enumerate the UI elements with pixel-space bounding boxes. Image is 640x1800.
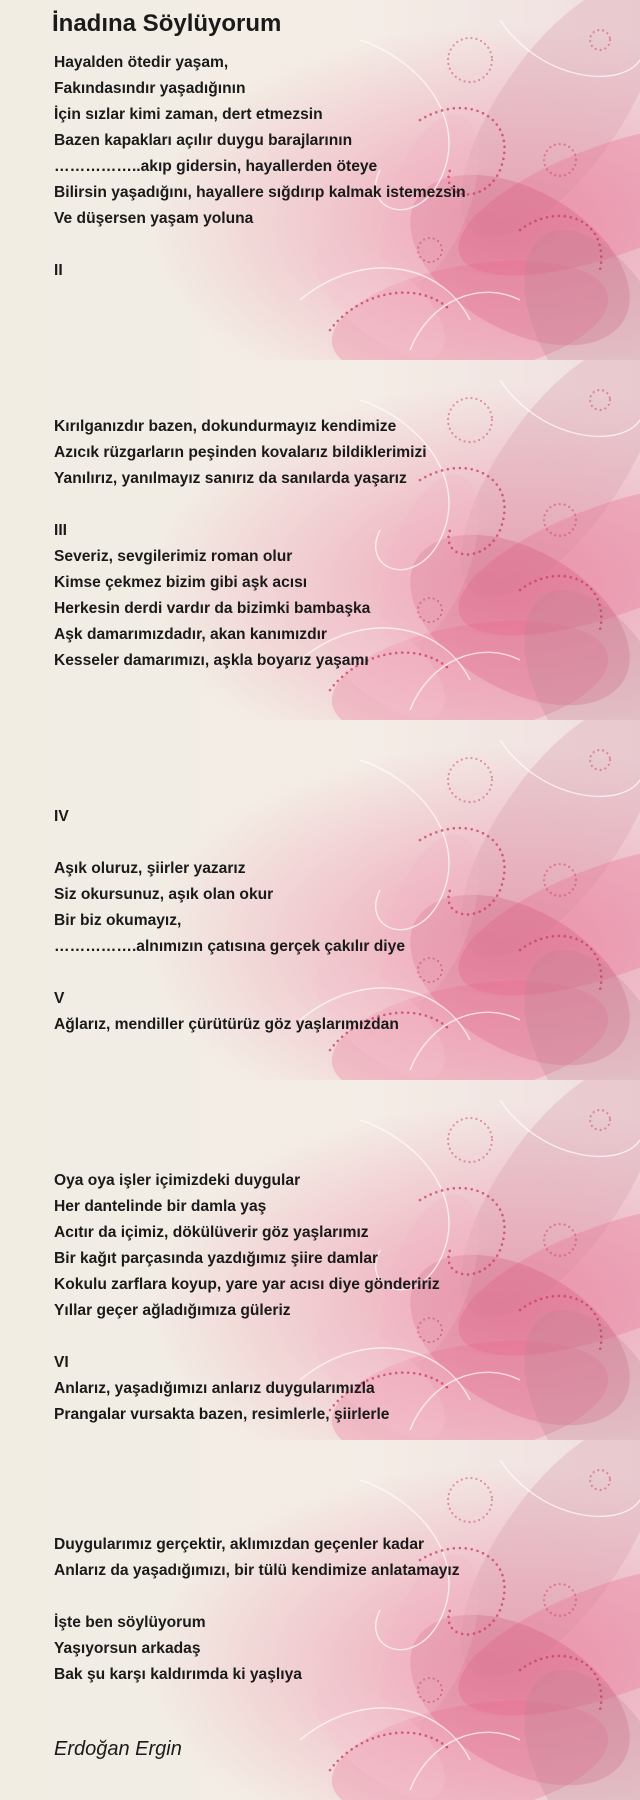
poem-line: Herkesin derdi vardır da bizimki bambaşka <box>54 600 371 617</box>
poem-blank-line <box>54 752 574 778</box>
poem-line: Acıtır da içimiz, dökülüverir göz yaşlarımız <box>54 1224 369 1241</box>
poem-blank-line <box>54 778 574 804</box>
poem-line: Yıllar geçer ağladığımıza güleriz <box>54 1302 291 1319</box>
poem-blank-line <box>54 830 574 856</box>
poem-line: Bak şu karşı kaldırımda ki yaşlıya <box>54 1666 302 1683</box>
poem-blank-line <box>54 1324 574 1350</box>
poem-line: Anlarız, yaşadığımızı anlarız duygularımızla <box>54 1380 375 1397</box>
poem-blank-line <box>54 1454 574 1480</box>
poem-blank-line <box>54 1428 574 1454</box>
poem-blank-line <box>54 700 574 726</box>
poem-line: IV <box>54 808 69 825</box>
poem-line: Bazen kapakları açılır duygu barajlarının <box>54 132 353 149</box>
poem-line: Azıcık rüzgarların peşinden kovalarız bildiklerimizi <box>54 444 427 461</box>
poem-line: Bir biz okumayız, <box>54 912 182 929</box>
poem-blank-line <box>54 1480 574 1506</box>
poem-line: III <box>54 522 67 539</box>
poem-blank-line <box>54 388 574 414</box>
poem-blank-line <box>54 1038 574 1064</box>
poem-line: II <box>54 262 63 279</box>
poem-body <box>54 50 574 1688</box>
poem-blank-line <box>54 1116 574 1142</box>
poem-blank-line <box>54 674 574 700</box>
poem-line: Ağlarız, mendiller çürütürüz göz yaşlarımızdan <box>54 1016 399 1033</box>
poem-line: Kimse çekmez bizim gibi aşk acısı <box>54 574 308 591</box>
poem-line: Duygularımız gerçektir, aklımızdan geçenler kadar <box>54 1536 425 1553</box>
poem-blank-line <box>54 1090 574 1116</box>
poem-line: Bir kağıt parçasında yazdığımız şiire damlar <box>54 1250 379 1267</box>
poem-blank-line <box>54 1584 574 1610</box>
poem-line: Severiz, sevgilerimiz roman olur <box>54 548 293 565</box>
poem-line: Ve düşersen yaşam yoluna <box>54 210 254 227</box>
poem-line: Kokulu zarflara koyup, yare yar acısı diye göndeririz <box>54 1276 440 1293</box>
poem-blank-line <box>54 336 574 362</box>
poem-line: Kırılganızdır bazen, dokundurmayız kendimize <box>54 418 397 435</box>
poem-line: İçin sızlar kimi zaman, dert etmezsin <box>54 106 323 123</box>
poem-line: VI <box>54 1354 69 1371</box>
poem-line: Hayalden ötedir yaşam, <box>54 54 229 71</box>
poem-line: Yaşıyorsun arkadaş <box>54 1640 201 1657</box>
poem-blank-line <box>54 310 574 336</box>
poem-line: …………….alnımızın çatısına gerçek çakılır diye <box>54 938 405 955</box>
poem-line: Aşk damarımızdadır, akan kanımızdır <box>54 626 327 643</box>
poem-blank-line <box>54 960 574 986</box>
poem-blank-line <box>54 1064 574 1090</box>
poem-line: Yanılırız, yanılmayız sanırız da sanılarda yaşarız <box>54 470 407 487</box>
poem-line: İşte ben söylüyorum <box>54 1614 206 1631</box>
poem-blank-line <box>54 362 574 388</box>
poem-line: Fakındasındır yaşadığının <box>54 80 246 97</box>
poem-blank-line <box>54 1506 574 1532</box>
poem-line: Oya oya işler içimizdeki duygular <box>54 1172 301 1189</box>
poem-blank-line <box>54 284 574 310</box>
poem-line: Anlarız da yaşadığımızı, bir tülü kendimize anlatamayız <box>54 1562 460 1579</box>
poem-line: V <box>54 990 65 1007</box>
poem-line: ……………..akıp gidersin, hayallerden öteye <box>54 158 378 175</box>
poem-line: Prangalar vursakta bazen, resimlerle, şiirlerle <box>54 1406 390 1423</box>
poem-blank-line <box>54 726 574 752</box>
poem-line: Kesseler damarımızı, aşkla boyarız yaşamı <box>54 652 369 669</box>
poem-blank-line <box>54 1142 574 1168</box>
poem-line: Siz okursunuz, aşık olan okur <box>54 886 274 903</box>
poem-line: Her dantelinde bir damla yaş <box>54 1198 267 1215</box>
poem-blank-line <box>54 232 574 258</box>
poem-line: Aşık oluruz, şiirler yazarız <box>54 860 246 877</box>
author-name: Erdoğan Ergin <box>54 1738 182 1760</box>
poem-blank-line <box>54 492 574 518</box>
poem-title: İnadına Söylüyorum <box>52 10 282 37</box>
poem-line: Bilirsin yaşadığını, hayallere sığdırıp kalmak istemezsin <box>54 184 466 201</box>
